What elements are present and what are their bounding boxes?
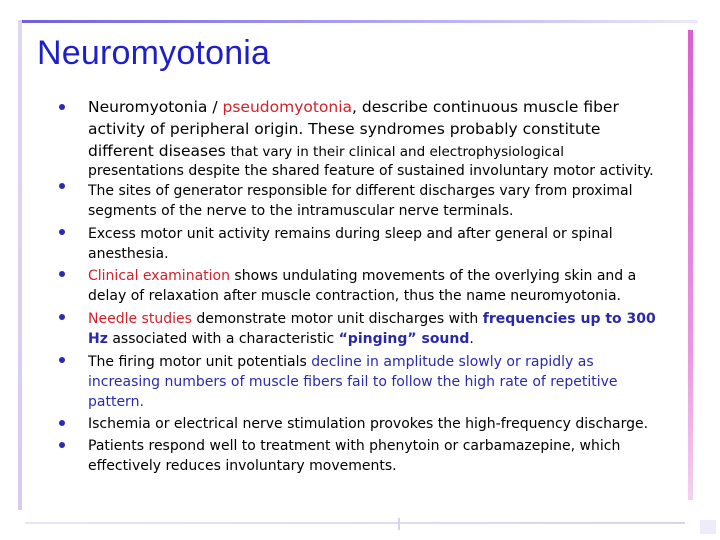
text-run: presentations despite the shared feature of sustained involuntary motor activity.: [88, 163, 654, 179]
bullet-line: [88, 161, 668, 181]
text-run: that vary in their clinical and electrophysiological: [230, 144, 564, 160]
text-run: .: [469, 331, 474, 347]
text-run: Patients respond well to treatment with phenytoin or carbamazepine, which: [88, 438, 621, 454]
bullet-line: [88, 181, 668, 201]
text-run: Hz: [88, 331, 108, 347]
text-run: , describe continuous muscle fiber: [352, 98, 619, 116]
bullet-text: [88, 309, 668, 349]
bullet-dot: [59, 183, 65, 189]
bullet-line: [88, 309, 668, 329]
text-run: frequencies up to 300: [482, 311, 656, 327]
bullet-text: [88, 161, 668, 221]
bullet-text: [88, 414, 668, 434]
bullet-line: [88, 392, 668, 412]
text-run: Excess motor unit activity remains during sleep and after general or spinal: [88, 226, 613, 242]
bullet-text: [88, 436, 668, 476]
text-run: pseudomyotonia: [222, 98, 353, 116]
text-run: decline in amplitude slowly or rapidly as: [311, 354, 594, 370]
text-run: demonstrate motor unit discharges with: [191, 311, 483, 327]
bullet-line: [88, 96, 668, 118]
text-run: The sites of generator responsible for different discharges vary from proximal: [88, 183, 633, 199]
text-run: The firing motor unit potentials: [88, 354, 312, 370]
bullet-text: [88, 352, 668, 412]
bullet-line: [88, 266, 668, 286]
text-run: segments of the nerve to the intramuscular nerve terminals.: [88, 203, 514, 219]
slide-title: Neuromyotonia: [37, 34, 271, 72]
text-run: shows undulating movements of the overlying skin and a: [229, 268, 637, 284]
text-run: effectively reduces involuntary movements.: [88, 458, 397, 474]
bullet-dot: [59, 229, 65, 235]
text-run: Needle studies: [88, 311, 192, 327]
bullet-line: [88, 329, 668, 349]
bullet-line: [88, 118, 668, 140]
bullet-dot: [59, 104, 65, 110]
bullet-text: [88, 224, 668, 264]
bullet-text: [88, 96, 668, 163]
text-run: “pinging” sound: [338, 331, 470, 347]
bullet-dot: [59, 314, 65, 320]
bullet-line: [88, 456, 668, 476]
bullet-line: [88, 201, 668, 221]
text-run: different diseases: [88, 142, 231, 160]
bullet-line: [88, 372, 668, 392]
bullet-dot: [59, 271, 65, 277]
bullet-text: [88, 266, 668, 306]
bullet-line: [88, 352, 668, 372]
text-run: Neuromyotonia /: [88, 98, 223, 116]
bullet-dot: [59, 357, 65, 363]
bullet-dot: [59, 442, 65, 448]
text-run: associated with a characteristic: [107, 331, 339, 347]
text-run: Clinical examination: [88, 268, 230, 284]
text-run: delay of relaxation after muscle contraction, thus the name neuromyotonia.: [88, 288, 621, 304]
text-run: Ischemia or electrical nerve stimulation provokes the high-frequency discharge.: [88, 416, 649, 432]
bullet-line: [88, 224, 668, 244]
text-run: activity of peripheral origin. These syndromes probably constitute: [88, 120, 601, 138]
text-run: pattern.: [88, 394, 144, 410]
text-run: anesthesia.: [88, 246, 169, 262]
bullet-line: [88, 414, 668, 434]
bullet-line: [88, 436, 668, 456]
bullet-line: [88, 244, 668, 264]
bullet-dot: [59, 420, 65, 426]
text-run: increasing numbers of muscle fibers fail to follow the high rate of repetitive: [88, 374, 618, 390]
bullet-line: [88, 140, 668, 163]
bullet-line: [88, 286, 668, 306]
